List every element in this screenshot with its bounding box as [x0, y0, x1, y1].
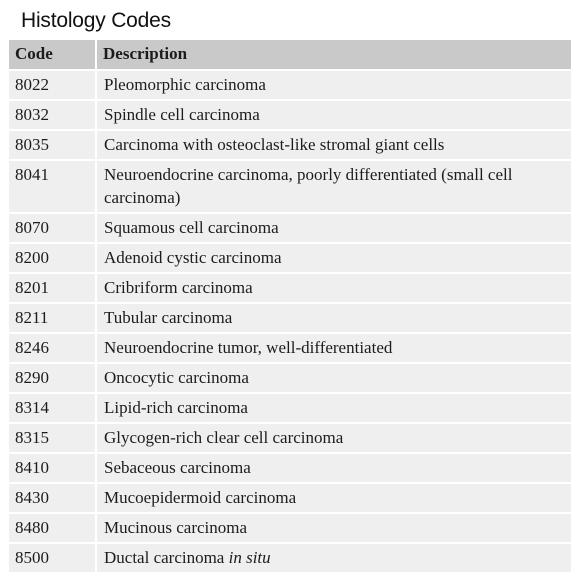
description-cell: Spindle cell carcinoma [96, 100, 571, 130]
description-cell: Pleomorphic carcinoma [96, 70, 571, 100]
code-cell: 8290 [9, 363, 96, 393]
table-row [9, 243, 571, 273]
page-title: Histology Codes [21, 9, 171, 32]
description-cell: Glycogen-rich clear cell carcinoma [96, 423, 571, 453]
table-row [9, 303, 571, 333]
table-row [9, 70, 571, 100]
description-text: Ductal carcinoma [104, 548, 225, 567]
table-row [9, 423, 571, 453]
code-cell: 8211 [9, 303, 96, 333]
code-cell: 8410 [9, 453, 96, 483]
table-row [9, 543, 571, 573]
code-cell: 8200 [9, 243, 96, 273]
description-cell: Cribriform carcinoma [96, 273, 571, 303]
code-cell: 8201 [9, 273, 96, 303]
table-row [9, 333, 571, 363]
description-cell: Mucoepidermoid carcinoma [96, 483, 571, 513]
column-header-code: Code [9, 40, 96, 70]
code-cell: 8315 [9, 423, 96, 453]
description-cell: Oncocytic carcinoma [96, 363, 571, 393]
table-row [9, 393, 571, 423]
code-cell: 8500 [9, 543, 96, 573]
table-row [9, 453, 571, 483]
table-row [9, 363, 571, 393]
column-header-description: Description [96, 40, 571, 70]
description-cell: Carcinoma with osteoclast-like stromal giant cells [96, 130, 571, 160]
table-row [9, 160, 571, 213]
histology-codes-table [9, 40, 571, 574]
table-row [9, 213, 571, 243]
table-row [9, 513, 571, 543]
description-cell: Mucinous carcinoma [96, 513, 571, 543]
table-header-row [9, 40, 571, 70]
code-cell: 8246 [9, 333, 96, 363]
code-cell: 8035 [9, 130, 96, 160]
description-cell: Neuroendocrine tumor, well-differentiated [96, 333, 571, 363]
description-cell [96, 543, 571, 573]
code-cell: 8022 [9, 70, 96, 100]
description-cell: Tubular carcinoma [96, 303, 571, 333]
code-cell: 8314 [9, 393, 96, 423]
description-cell: Lipid-rich carcinoma [96, 393, 571, 423]
description-italic-text: in situ [228, 548, 271, 567]
description-cell: Squamous cell carcinoma [96, 213, 571, 243]
table-row [9, 483, 571, 513]
table-row [9, 130, 571, 160]
table-row [9, 100, 571, 130]
code-cell: 8430 [9, 483, 96, 513]
table-row [9, 273, 571, 303]
description-cell: Neuroendocrine carcinoma, poorly differentiated (small cell carcinoma) [96, 160, 571, 213]
code-cell: 8070 [9, 213, 96, 243]
code-cell: 8032 [9, 100, 96, 130]
code-cell: 8041 [9, 160, 96, 213]
description-cell: Adenoid cystic carcinoma [96, 243, 571, 273]
description-cell: Sebaceous carcinoma [96, 453, 571, 483]
code-cell: 8480 [9, 513, 96, 543]
